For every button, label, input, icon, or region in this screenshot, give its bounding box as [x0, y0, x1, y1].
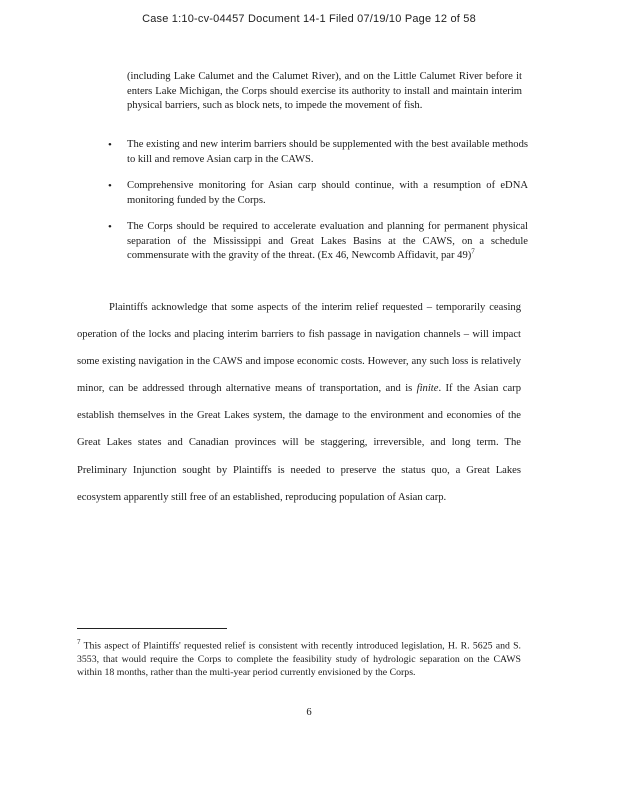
- page-number: 6: [306, 707, 312, 718]
- footnote: [77, 636, 521, 679]
- paragraph-text-part2: . If the Asian carp establish themselves in the Great Lakes system, the damage to the environment and economies of the Great Lakes states and Canadian provinces will be staggering, irreversible, and long term. The Preliminary Injunction sought by Plaintiffs is needed to preserve the status quo, a Great Lakes ecosystem apparently still free of an established, reproducing population of Asian carp.: [77, 383, 521, 503]
- bullet-text: The existing and new interim barriers should be supplemented with the best available methods to kill and remove Asian carp in the CAWS.: [127, 139, 528, 165]
- footnote-divider: [77, 628, 227, 629]
- document-header: Case 1:10-cv-04457 Document 14-1 Filed 07/19/10 Page 12 of 58: [142, 13, 476, 25]
- bullet-item: [108, 138, 528, 167]
- bullet-list: [108, 138, 528, 276]
- continued-bullet-text: (including Lake Calumet and the Calumet River), and on the Little Calumet River before it enters Lake Michigan, the Corps should exercise its authority to install and maintain interim physical barriers, such as block nets, to impede the movement of fish.: [127, 71, 522, 111]
- footnote-reference: 7: [471, 247, 475, 256]
- paragraph-italic-word: finite: [416, 383, 439, 395]
- bullet-icon: •: [108, 180, 112, 192]
- footnote-number: 7: [77, 638, 81, 646]
- bullet-icon: •: [108, 221, 112, 233]
- bullet-item: [108, 179, 528, 208]
- paragraph-text-part1: Plaintiffs acknowledge that some aspects of the interim relief requested – temporarily ceasing operation of the locks and placing interim barriers to fish passage in navigation channels – will impact some existing navigation in the CAWS and impose economic costs. However, any such loss is relatively minor, can be addressed through alternative means of transportation, and is: [77, 302, 521, 395]
- bullet-item: [108, 220, 528, 264]
- bullet-text: Comprehensive monitoring for Asian carp should continue, with a resumption of eDNA monitoring funded by the Corps.: [127, 180, 528, 206]
- bullet-icon: •: [108, 139, 112, 151]
- footnote-text: This aspect of Plaintiffs' requested relief is consistent with recently introduced legislation, H. R. 5625 and S. 3553, that would require the Corps to complete the feasibility study of hydrologic separation on the CAWS within 18 months, rather than the multi-year period currently envisioned by the Corps.: [77, 640, 521, 679]
- body-paragraph: [77, 294, 521, 511]
- bullet-text: The Corps should be required to accelerate evaluation and planning for permanent physical separation of the Mississippi and Great Lakes Basins at the CAWS, on a schedule commensurate with the gravity of the threat. (Ex 46, Newcomb Affidavit, par 49): [127, 221, 528, 261]
